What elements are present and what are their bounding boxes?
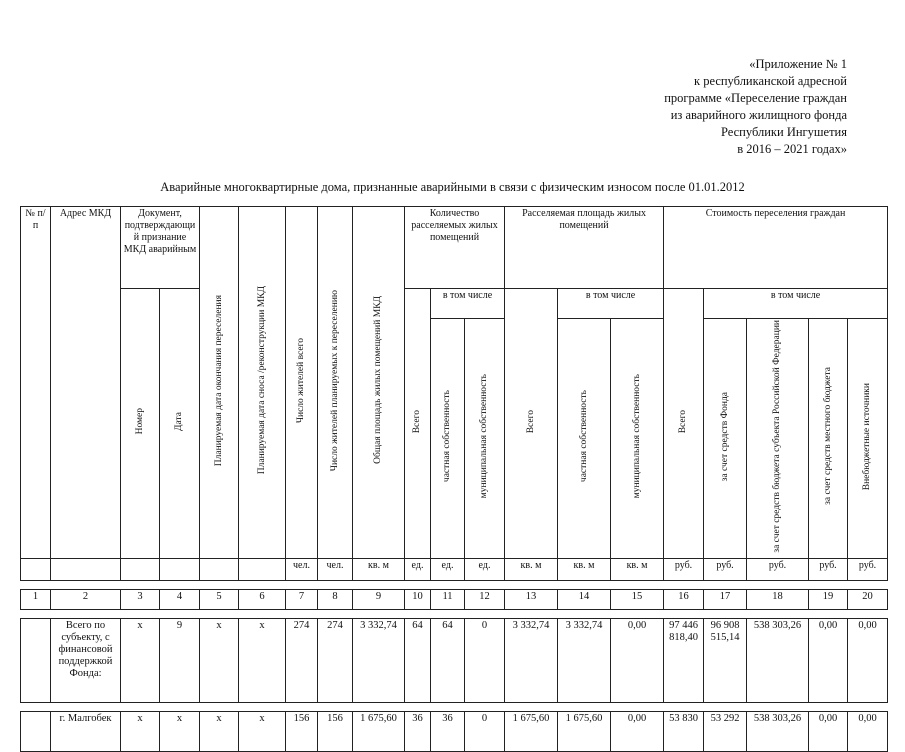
row-doc-date: 9 <box>160 618 200 702</box>
row-cost-fund: 53 292 <box>704 711 747 751</box>
column-number: 15 <box>611 589 664 609</box>
table-row <box>21 618 888 702</box>
row-cost-local: 0,00 <box>809 618 848 702</box>
header-demolition: Планируемая дата сноса /реконструкции МКД <box>239 207 286 559</box>
header-rooms-private: частная собственность <box>431 319 465 559</box>
unit-cell: руб. <box>747 558 809 580</box>
row-total-area: 1 675,60 <box>353 711 405 751</box>
unit-cell: ед. <box>405 558 431 580</box>
column-number: 17 <box>704 589 747 609</box>
row-num <box>21 711 51 751</box>
row-address: Всего по субъекту, с финансовой поддержкой Фонда: <box>51 618 121 702</box>
header-cost-total: Всего <box>664 289 704 559</box>
unit-cell <box>239 558 286 580</box>
unit-cell: кв. м <box>353 558 405 580</box>
row-relocation-end: х <box>200 711 239 751</box>
unit-cell <box>200 558 239 580</box>
row-doc-number: х <box>121 618 160 702</box>
header-row-groups <box>21 207 888 289</box>
header-cost-fund: за счет средств Фонда <box>704 319 747 559</box>
appendix-line: в 2016 – 2021 годах» <box>737 142 847 156</box>
row-demolition: х <box>239 711 286 751</box>
unit-cell: руб. <box>664 558 704 580</box>
row-cost-total: 53 830 <box>664 711 704 751</box>
header-num: № п/п <box>21 207 51 559</box>
column-number: 16 <box>664 589 704 609</box>
spacer-cell <box>21 580 888 589</box>
column-number: 12 <box>465 589 505 609</box>
header-rooms-including: в том числе <box>431 289 505 319</box>
row-area-private: 1 675,60 <box>558 711 611 751</box>
header-area-total: Всего <box>505 289 558 559</box>
row-doc-date: х <box>160 711 200 751</box>
row-area-private: 3 332,74 <box>558 618 611 702</box>
header-rooms-total: Всего <box>405 289 431 559</box>
row-cost-subject: 538 303,26 <box>747 618 809 702</box>
row-demolition: х <box>239 618 286 702</box>
appendix-line: из аварийного жилищного фонда <box>670 108 847 122</box>
row-total-area: 3 332,74 <box>353 618 405 702</box>
column-number: 13 <box>505 589 558 609</box>
column-number: 10 <box>405 589 431 609</box>
column-numbers-row <box>21 589 888 609</box>
row-cost-local: 0,00 <box>809 711 848 751</box>
header-row-including <box>21 289 888 319</box>
column-number: 6 <box>239 589 286 609</box>
header-rooms-count: Количество расселяемых жилых помещений <box>405 207 505 289</box>
row-cost-fund: 96 908 515,14 <box>704 618 747 702</box>
spacer-cell <box>21 702 888 711</box>
row-num <box>21 618 51 702</box>
emergency-houses-table <box>20 206 888 752</box>
unit-cell: руб. <box>704 558 747 580</box>
column-number: 7 <box>286 589 318 609</box>
header-doc-date: Дата <box>160 289 200 559</box>
unit-cell: руб. <box>848 558 888 580</box>
row-relocation-end: х <box>200 618 239 702</box>
table-row <box>21 711 888 751</box>
row-residents-total: 156 <box>286 711 318 751</box>
row-rooms-total: 36 <box>405 711 431 751</box>
unit-cell: кв. м <box>611 558 664 580</box>
spacer-row <box>21 580 888 589</box>
appendix-header <box>664 56 847 158</box>
unit-cell: кв. м <box>505 558 558 580</box>
row-rooms-municipal: 0 <box>465 618 505 702</box>
unit-cell <box>160 558 200 580</box>
unit-cell: ед. <box>465 558 505 580</box>
header-doc-number: Номер <box>121 289 160 559</box>
row-area-total: 1 675,60 <box>505 711 558 751</box>
row-residents-planned: 156 <box>318 711 353 751</box>
unit-cell: чел. <box>318 558 353 580</box>
column-number: 19 <box>809 589 848 609</box>
row-cost-extra: 0,00 <box>848 711 888 751</box>
spacer-row <box>21 702 888 711</box>
header-residents-total: Число жителей всего <box>286 207 318 559</box>
row-residents-planned: 274 <box>318 618 353 702</box>
row-residents-total: 274 <box>286 618 318 702</box>
header-area-private: частная собственность <box>558 319 611 559</box>
header-relocation-end: Планируемая дата окончания переселения <box>200 207 239 559</box>
column-number: 3 <box>121 589 160 609</box>
header-area-municipal: муниципальная собственность <box>611 319 664 559</box>
spacer-cell <box>21 609 888 618</box>
header-cost-subject: за счет средств бюджета субъекта Российской Федерации <box>747 319 809 559</box>
row-cost-subject: 538 303,26 <box>747 711 809 751</box>
column-number: 8 <box>318 589 353 609</box>
row-area-municipal: 0,00 <box>611 711 664 751</box>
document-title: Аварийные многоквартирные дома, признанные аварийными в связи с физическим износом после 01.01.2012 <box>160 180 745 194</box>
header-total-area: Общая площадь жилых помещений МКД <box>353 207 405 559</box>
unit-cell: чел. <box>286 558 318 580</box>
row-area-municipal: 0,00 <box>611 618 664 702</box>
row-address: г. Малгобек <box>51 711 121 751</box>
header-document: Документ, подтверждающий признание МКД аварийным <box>121 207 200 289</box>
header-area-relocated: Расселяемая площадь жилых помещений <box>505 207 664 289</box>
column-number: 20 <box>848 589 888 609</box>
header-rooms-municipal: муниципальная собственность <box>465 319 505 559</box>
header-address: Адрес МКД <box>51 207 121 559</box>
column-number: 14 <box>558 589 611 609</box>
appendix-line: к республиканской адресной <box>694 74 847 88</box>
row-cost-total: 97 446 818,40 <box>664 618 704 702</box>
column-number: 11 <box>431 589 465 609</box>
column-number: 1 <box>21 589 51 609</box>
row-doc-number: х <box>121 711 160 751</box>
row-rooms-private: 36 <box>431 711 465 751</box>
appendix-line: Республики Ингушетия <box>720 125 847 139</box>
unit-cell: руб. <box>809 558 848 580</box>
column-number: 5 <box>200 589 239 609</box>
column-number: 18 <box>747 589 809 609</box>
header-cost-local: за счет средств местного бюджета <box>809 319 848 559</box>
header-cost: Стоимость переселения граждан <box>664 207 888 289</box>
unit-cell <box>121 558 160 580</box>
column-number: 2 <box>51 589 121 609</box>
header-cost-including: в том числе <box>704 289 888 319</box>
unit-cell <box>51 558 121 580</box>
row-cost-extra: 0,00 <box>848 618 888 702</box>
unit-cell <box>21 558 51 580</box>
header-area-including: в том числе <box>558 289 664 319</box>
units-row <box>21 558 888 580</box>
unit-cell: кв. м <box>558 558 611 580</box>
row-rooms-total: 64 <box>405 618 431 702</box>
column-number: 4 <box>160 589 200 609</box>
unit-cell: ед. <box>431 558 465 580</box>
spacer-row <box>21 609 888 618</box>
row-rooms-private: 64 <box>431 618 465 702</box>
row-area-total: 3 332,74 <box>505 618 558 702</box>
appendix-line: программе «Переселение граждан <box>664 91 847 105</box>
row-rooms-municipal: 0 <box>465 711 505 751</box>
header-residents-planned: Число жителей планируемых к переселению <box>318 207 353 559</box>
appendix-line: «Приложение № 1 <box>749 57 847 71</box>
header-cost-extra: Внебюджетные источники <box>848 319 888 559</box>
column-number: 9 <box>353 589 405 609</box>
